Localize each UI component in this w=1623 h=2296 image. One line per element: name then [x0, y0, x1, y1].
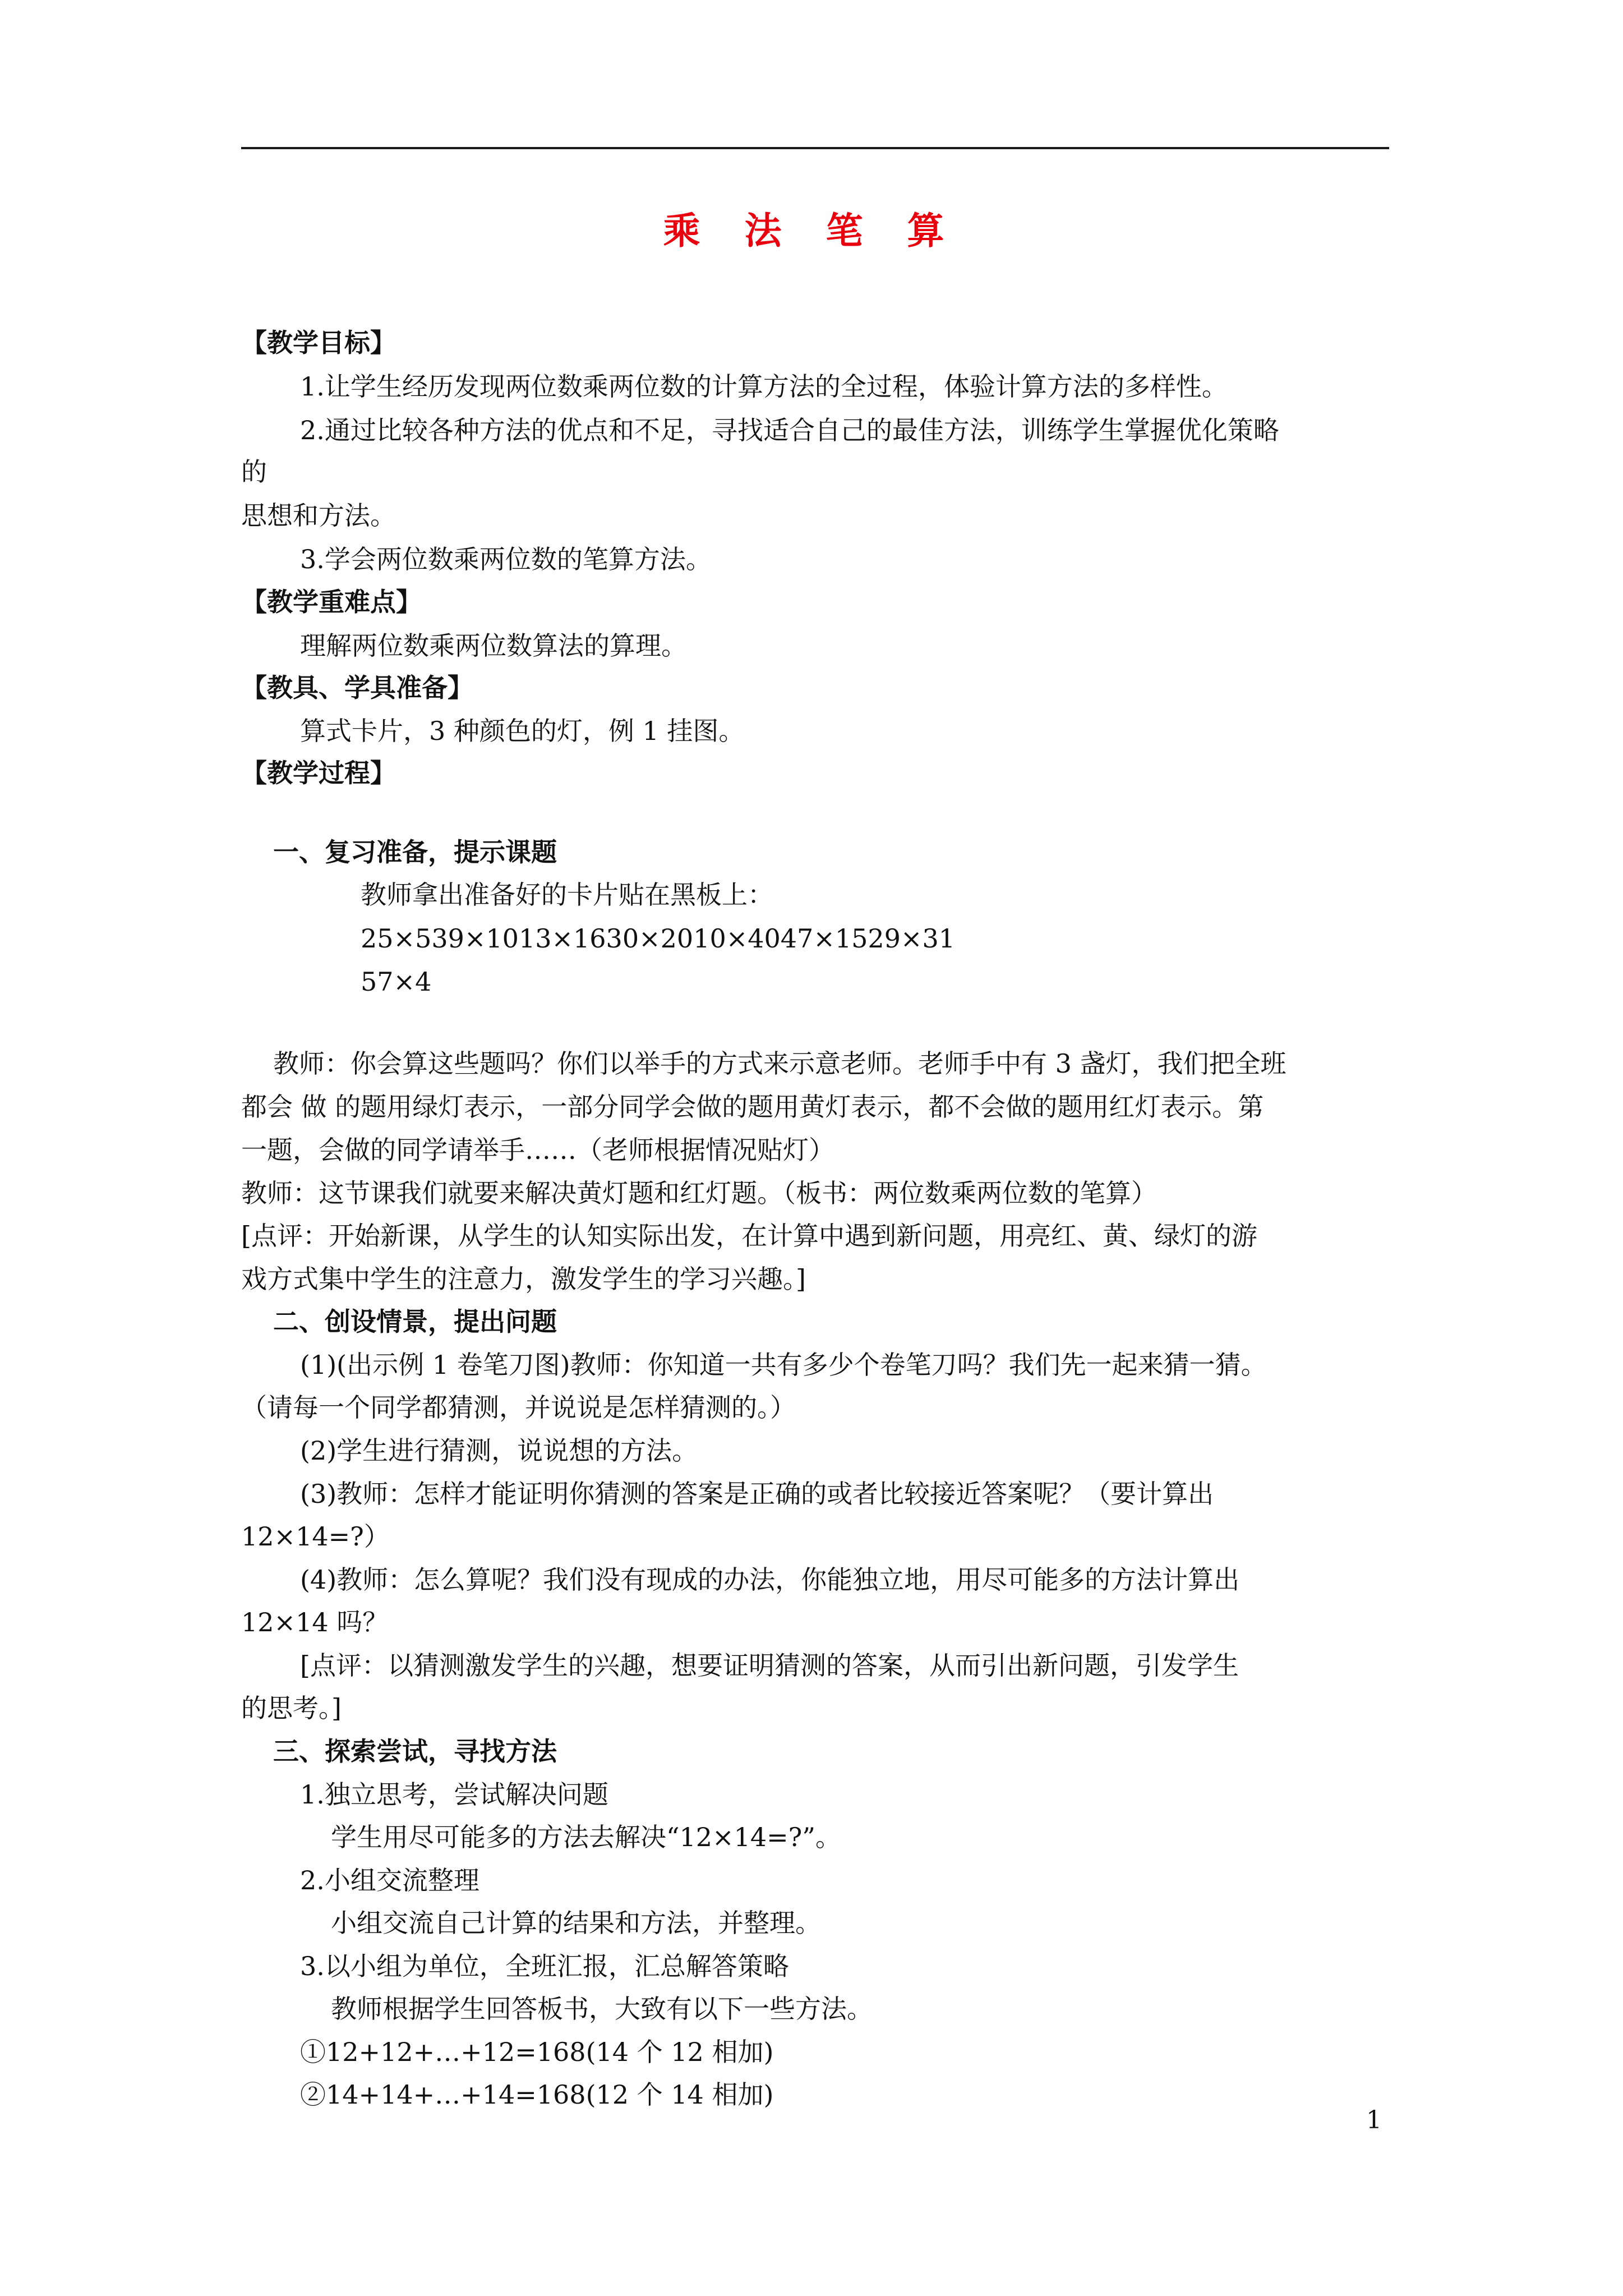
objective-2: 2.通过比较各种方法的优点和不足，寻找适合自己的最佳方法，训练学生掌握优化策略: [300, 415, 1279, 445]
teacher-line-2: 都会 做 的题用绿灯表示，一部分同学会做的题用黄灯表示，都不会做的题用红灯表示。第: [241, 1092, 1264, 1122]
page-number: 1: [1366, 2106, 1382, 2134]
item-1-text: 学生用尽可能多的方法去解决“12×14=?”。: [331, 1822, 841, 1852]
part-3-heading: 三、探索尝试，寻找方法: [273, 1736, 557, 1766]
item-2-heading: 2.小组交流整理: [300, 1865, 479, 1895]
step-1-line-1: (1)(出示例 1 卷笔刀图)教师：你知道一共有多少个卷笔刀吗？我们先一起来猜一猜。: [300, 1350, 1267, 1380]
objective-3: 3.学会两位数乘两位数的笔算方法。: [300, 544, 712, 574]
materials-text: 算式卡片，3 种颜色的灯，例 1 挂图。: [300, 716, 745, 746]
step-4-line-1: (4)教师：怎么算呢？我们没有现成的办法，你能独立地，用尽可能多的方法计算出: [300, 1565, 1240, 1595]
step-3-line-2: 12×14=?）: [241, 1521, 390, 1552]
objective-2-wrap: 的: [241, 457, 267, 487]
step-3-line-1: (3)教师：怎样才能证明你猜测的答案是正确的或者比较接近答案呢？（要计算出: [300, 1479, 1214, 1509]
step-1-line-2: （请每一个同学都猜测，并说说是怎样猜测的。）: [241, 1392, 796, 1423]
part-1-intro: 教师拿出准备好的卡片贴在黑板上：: [361, 880, 773, 910]
step-2: (2)学生进行猜测，说说想的方法。: [300, 1435, 698, 1466]
step-4-line-2: 12×14 吗？: [241, 1607, 389, 1637]
teacher-line-4: 教师：这节课我们就要来解决黄灯题和红灯题。（板书：两位数乘两位数的笔算）: [241, 1178, 1157, 1208]
section-heading-process: 【教学过程】: [241, 758, 396, 788]
comment-1-line-2: 戏方式集中学生的注意力，激发学生的学习兴趣。]: [241, 1264, 806, 1294]
card-expressions: 25×539×1013×1630×2010×4047×1529×31: [361, 923, 955, 954]
comment-2-line-2: 的思考。]: [241, 1693, 342, 1723]
page-title: 乘 法 笔 算: [663, 209, 960, 252]
part-1-heading: 一、复习准备，提示课题: [273, 837, 557, 867]
part-2-heading: 二、创设情景，提出问题: [273, 1306, 557, 1337]
section-heading-materials: 【教具、学具准备】: [241, 673, 473, 703]
key-points-text: 理解两位数乘两位数算法的算理。: [300, 631, 687, 661]
teacher-line-3: 一题，会做的同学请举手……（老师根据情况贴灯）: [241, 1135, 834, 1165]
teacher-line-1: 教师：你会算这些题吗？你们以举手的方式来示意老师。老师手中有 3 盏灯，我们把全班: [273, 1048, 1287, 1079]
comment-1-line-1: [点评：开始新课，从学生的认知实际出发，在计算中遇到新问题，用亮红、黄、绿灯的游: [241, 1221, 1257, 1251]
method-1: ①12+12+…+12=168(14 个 12 相加): [300, 2037, 774, 2067]
section-heading-objectives: 【教学目标】: [241, 328, 396, 358]
comment-2-line-1: [点评：以猜测激发学生的兴趣，想要证明猜测的答案，从而引出新问题，引发学生: [300, 1650, 1239, 1681]
item-3-text: 教师根据学生回答板书，大致有以下一些方法。: [331, 1994, 873, 2024]
item-1-heading: 1.独立思考，尝试解决问题: [300, 1779, 608, 1810]
header-rule: [241, 147, 1389, 149]
method-2: ②14+14+…+14=168(12 个 14 相加): [300, 2079, 774, 2110]
objective-1: 1.让学生经历发现两位数乘两位数的计算方法的全过程，体验计算方法的多样性。: [300, 371, 1228, 402]
item-3-heading: 3.以小组为单位，全班汇报，汇总解答策略: [300, 1951, 789, 1981]
item-2-text: 小组交流自己计算的结果和方法，并整理。: [331, 1908, 821, 1938]
card-expressions-cont: 57×4: [361, 967, 432, 997]
section-heading-key-points: 【教学重难点】: [241, 587, 422, 617]
objective-2-cont: 思想和方法。: [241, 500, 396, 531]
